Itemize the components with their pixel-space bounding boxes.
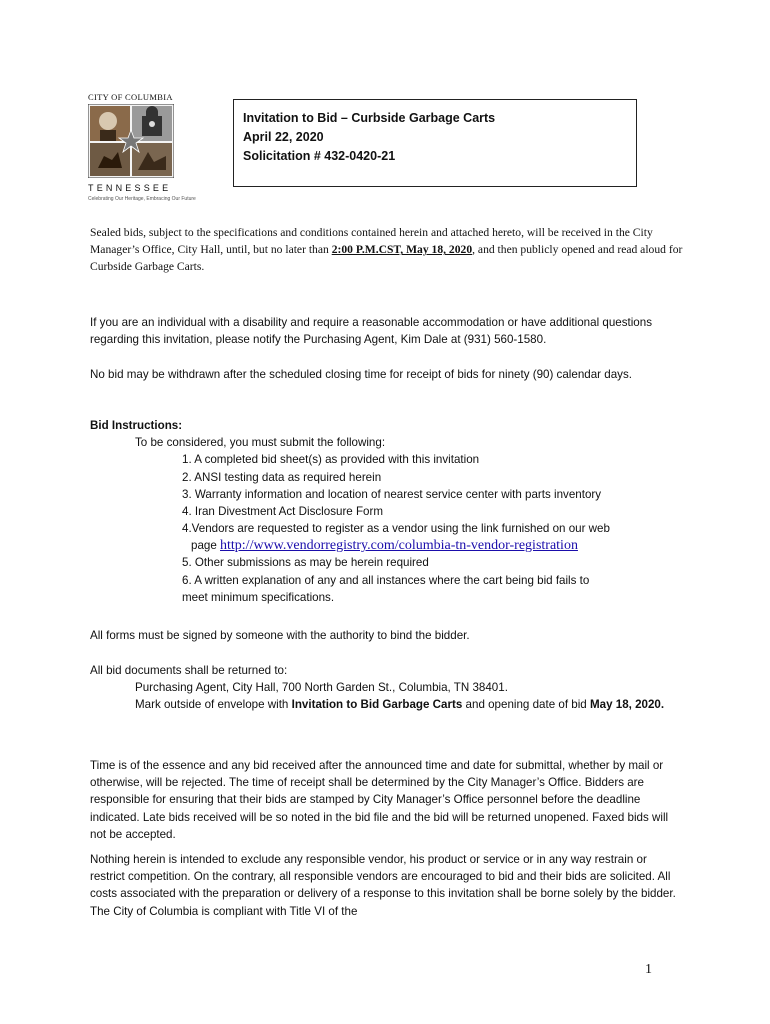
essence-paragraph: Time is of the essence and any bid received after the announced time and date for submittal, whether by mail or otherwise, will be rejected. The time of receipt shall be determined by the City Manager’s Office. Bidders are responsible for ensuring that their bids are stamped by City Manager’s Office personnel before the deadline indicated. Late bids received will be so noted in the bid file and the bid will be returned unopened. Faxed bids will not be accepted. <box>90 759 669 841</box>
signed-paragraph: All forms must be signed by someone with the authority to bind the bidder. <box>90 629 470 642</box>
instruction-item: 5. Other submissions as may be herein required <box>182 556 429 570</box>
nothing-paragraph: Nothing herein is intended to exclude any responsible vendor, his product or service or in any way restrain or restrict competition. On the contrary, all responsible vendors are encouraged to bid and their bids are solicited. All costs associated with the preparation or delivery of a response to this invitation shall be borne solely by the bidder. The City of Columbia is compliant with Title VI of the <box>90 853 676 918</box>
intro-deadline: 2:00 P.M.CST, May 18, 2020 <box>331 243 473 257</box>
mark-mid: and opening date of bid <box>462 698 590 712</box>
city-seal-icon <box>88 104 174 178</box>
mark-bold: Invitation to Bid Garbage Carts <box>291 698 463 712</box>
intro-paragraph <box>90 224 690 276</box>
instruction-item: 2. ANSI testing data as required herein <box>182 470 382 484</box>
city-logo <box>86 92 196 204</box>
instructions-heading: Bid Instructions: <box>90 419 183 432</box>
logo-tagline: Celebrating Our Heritage, Embracing Our Future <box>88 196 196 202</box>
mark-prefix: Mark outside of envelope with <box>135 698 292 712</box>
instruction-item: 6. A written explanation of any and all instances where the cart being bid fails to <box>182 573 590 587</box>
intro-text-1: Sealed bids, subject to the specifications and conditions contained herein and attached hereto, will be received in the City Manager’s Office, City Hall, until, but no later than <box>90 226 653 257</box>
logo-bottom-text: TENNESSEE <box>88 183 172 193</box>
logo-top-text: CITY OF COLUMBIA <box>88 92 173 102</box>
link-prefix: page <box>191 539 221 553</box>
header-solicitation: Solicitation # 432-0420-21 <box>243 149 396 163</box>
instruction-item: 4. Iran Divestment Act Disclosure Form <box>182 505 384 519</box>
withdraw-paragraph: No bid may be withdrawn after the scheduled closing time for receipt of bids for ninety (90) calendar days. <box>90 368 632 381</box>
disability-paragraph: If you are an individual with a disability and require a reasonable accommodation or have additional questions regarding this invitation, please notify the Purchasing Agent, Kim Dale at (931) 560-1580. <box>90 316 652 347</box>
instruction-item: 4.Vendors are requested to register as a vendor using the link furnished on our web <box>182 522 610 536</box>
return-mark <box>90 696 680 713</box>
page-number: 1 <box>645 962 652 977</box>
return-address: Purchasing Agent, City Hall, 700 North Garden St., Columbia, TN 38401. <box>135 681 508 695</box>
instruction-item: 1. A completed bid sheet(s) as provided with this invitation <box>182 453 480 467</box>
header-title: Invitation to Bid – Curbside Garbage Carts <box>243 111 496 125</box>
instruction-item: 3. Warranty information and location of nearest service center with parts inventory <box>182 487 602 501</box>
intro-text-2: , and then publicly opened and read aloud for Curbside Garbage Carts. <box>90 243 683 274</box>
return-lead: All bid documents shall be returned to: <box>90 664 288 677</box>
vendor-registry-link[interactable]: http://www.vendorregistry.com/columbia-tn-vendor-registration <box>220 538 578 554</box>
bid-header-box <box>233 99 637 187</box>
instruction-item-link-line <box>90 537 680 554</box>
mark-date: May 18, 2020. <box>589 698 665 712</box>
return-section <box>90 662 680 714</box>
instructions-lead: To be considered, you must submit the following: <box>135 436 386 450</box>
instruction-item: meet minimum specifications. <box>182 590 335 604</box>
bid-instructions <box>90 417 680 606</box>
header-date: April 22, 2020 <box>243 130 324 144</box>
